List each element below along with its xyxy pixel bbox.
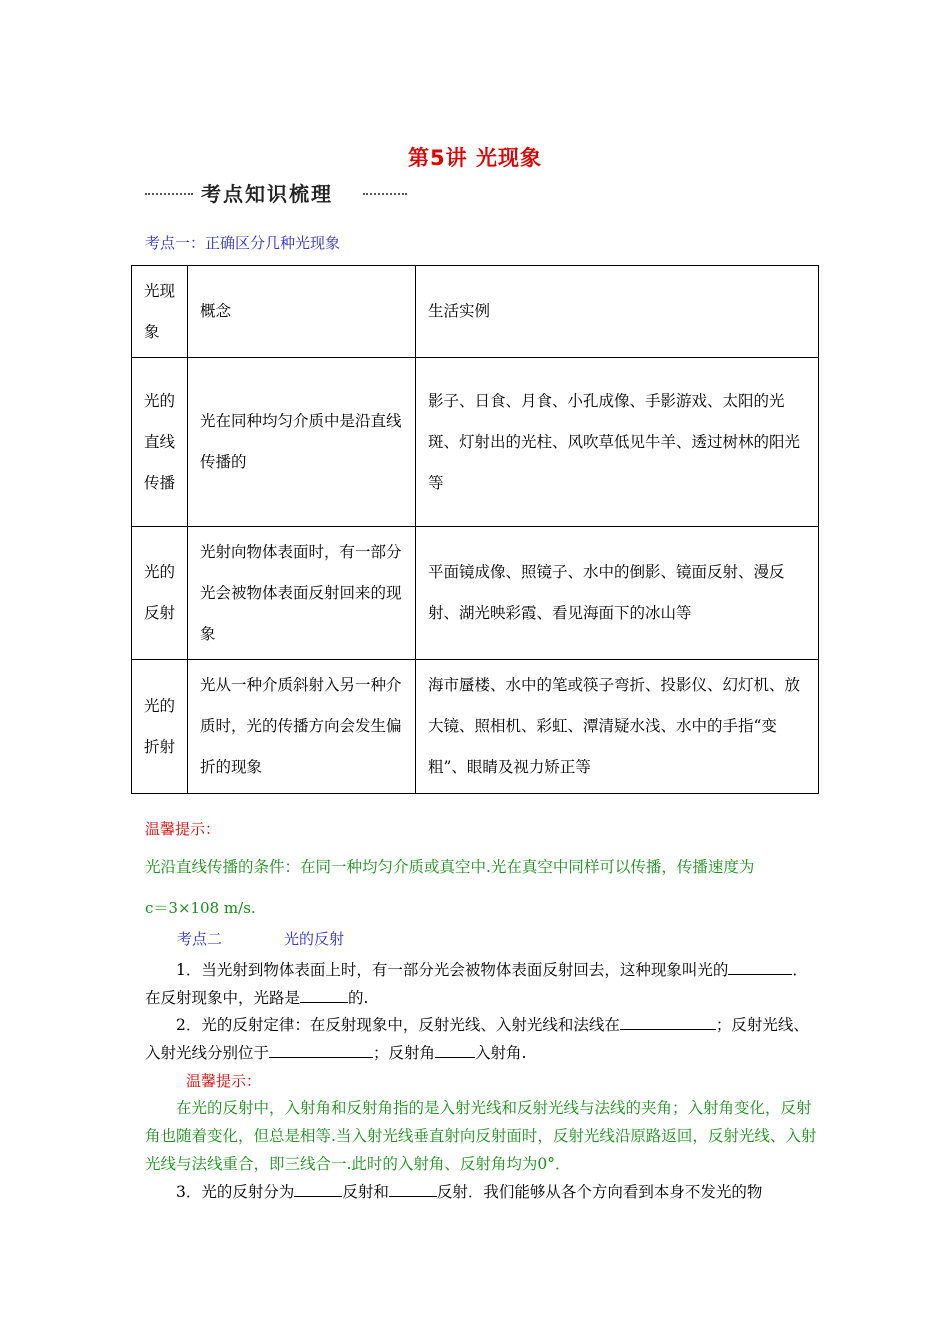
tip2-label: 温馨提示： bbox=[186, 1072, 262, 1090]
heading-divider-left bbox=[145, 193, 193, 195]
item1-paragraph: 1．当光射到物体表面上时，有一部分光会被物体表面反射回去，这种现象叫光的 ．在反射现象中，光路是 的. bbox=[145, 956, 815, 1012]
table-cell: 光在同种均匀介质中是沿直线传播的 bbox=[188, 358, 416, 527]
section-heading bbox=[145, 178, 415, 208]
section-heading-text: 考点知识梳理 bbox=[201, 182, 333, 206]
table-row bbox=[132, 660, 819, 794]
table-row bbox=[132, 527, 819, 660]
header-cell: 概念 bbox=[188, 266, 416, 358]
header-cell: 生活实例 bbox=[416, 266, 819, 358]
tip1-formula: c＝3×108 m/s. bbox=[145, 899, 256, 917]
point2-heading bbox=[177, 928, 344, 949]
blank-field bbox=[620, 1013, 716, 1030]
table-row bbox=[132, 358, 819, 527]
tip1-text: 光沿直线传播的条件：在同一种均匀介质或真空中.光在真空中同样可以传播，传播速度为 bbox=[145, 858, 755, 876]
table-cell: 光射向物体表面时，有一部分光会被物体表面反射回来的现象 bbox=[188, 527, 416, 660]
header-cell: 光现象 bbox=[132, 266, 188, 358]
point1-heading: 考点一：正确区分几种光现象 bbox=[145, 234, 341, 252]
table-cell: 影子、日食、月食、小孔成像、手影游戏、太阳的光斑、灯射出的光柱、风吹草低见牛羊、透过树林的阳光等 bbox=[416, 358, 819, 527]
blank-field bbox=[300, 986, 348, 1003]
table-cell: 光从一种介质斜射入另一种介质时，光的传播方向会发生偏折的现象 bbox=[188, 660, 416, 794]
blank-field bbox=[269, 1041, 373, 1058]
tip2-paragraph: 在光的反射中，入射角和反射角指的是入射光线和反射光线与法线的夹角；入射角变化，反射角也随着变化，但总是相等.当入射光线垂直射向反射面时，反射光线沿原路返回，反射光线、入射光线与法线重合，即三线合一.此时的入射角、反射角均为0°． bbox=[145, 1099, 817, 1173]
item3-paragraph: 3．光的反射分为 反射和 反射．我们能够从各个方向看到本身不发光的物 bbox=[145, 1178, 815, 1206]
item2-paragraph: 2．光的反射定律：在反射现象中，反射光线、入射光线和法线在 ；反射光线、入射光线分别位于 ；反射角 入射角. bbox=[145, 1011, 815, 1067]
blank-field bbox=[435, 1041, 475, 1058]
blank-field bbox=[294, 1180, 342, 1197]
table-cell: 光的反射 bbox=[132, 527, 188, 660]
heading-divider-right bbox=[363, 193, 407, 195]
table-cell: 光的折射 bbox=[132, 660, 188, 794]
point2-label: 考点二 bbox=[177, 930, 223, 948]
blank-field bbox=[728, 958, 792, 975]
table-cell: 光的直线传播 bbox=[132, 358, 188, 527]
table-header-row bbox=[132, 266, 819, 358]
table-cell: 平面镜成像、照镜子、水中的倒影、镜面反射、漫反射、湖光映彩霞、看见海面下的冰山等 bbox=[416, 527, 819, 660]
table-cell: 海市蜃楼、水中的笔或筷子弯折、投影仪、幻灯机、放大镜、照相机、彩虹、潭清疑水浅、水中的手指“变粗”、眼睛及视力矫正等 bbox=[416, 660, 819, 794]
point2-title: 光的反射 bbox=[284, 930, 345, 948]
page-title: 第5讲 光现象 bbox=[408, 146, 542, 170]
light-phenomena-table bbox=[131, 265, 819, 794]
blank-field bbox=[389, 1180, 437, 1197]
tip-label: 温馨提示： bbox=[145, 820, 221, 838]
